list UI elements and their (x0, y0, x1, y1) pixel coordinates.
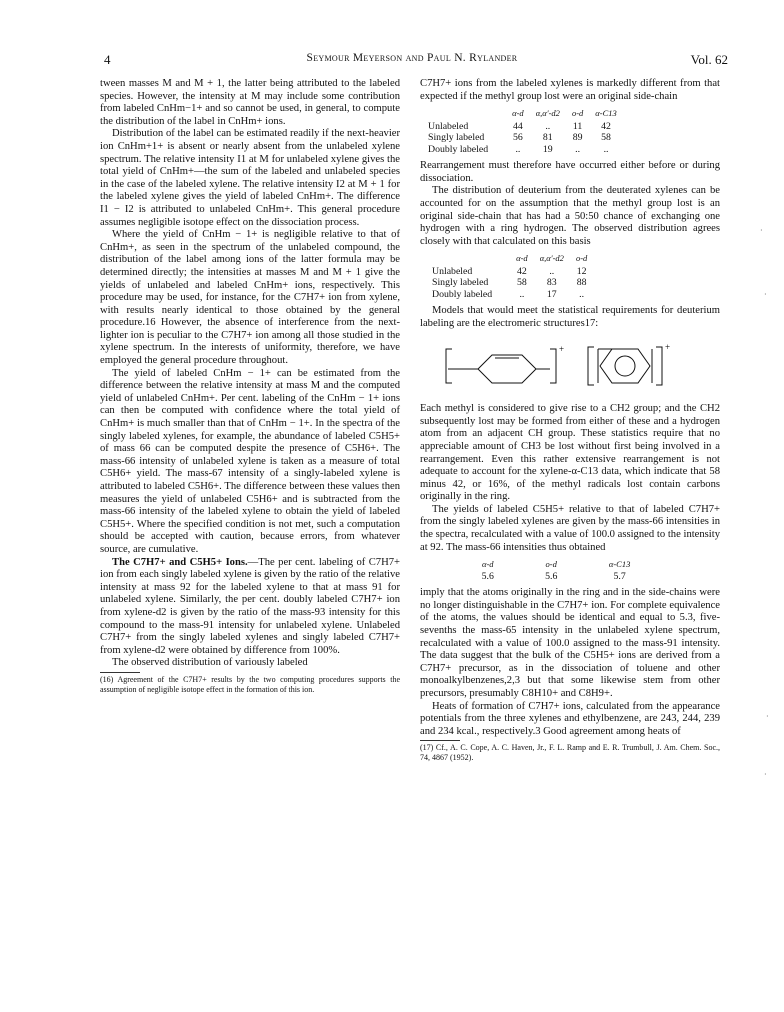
table-row (432, 266, 593, 278)
table-row (456, 571, 656, 583)
table-header (428, 108, 506, 121)
structure-right (588, 347, 662, 385)
table-row (432, 289, 593, 301)
paragraph: Each methyl is considered to give rise to a CH2 group; and the CH2 subsequently lost may be formed from either of these and a hydrogen atom from an adjacent CH group. These statistics require that no appreciable amount of CH3 be lost without first being involved in a rearrangement. Even this rather extensive rearrangement is not adequate to account for the xylene-α-C13 data, which indicate that 58 minus 42, or 16%, of the methyl radicals lost contain carbons originally in the ring. (420, 403, 720, 503)
table-cell: Doubly labeled (428, 143, 489, 155)
table-cell: 56 (513, 132, 523, 144)
table-cell: 19 (542, 143, 553, 155)
section-heading: The C7H7+ and C5H5+ Ions. (112, 556, 248, 568)
table-cell: 5.6 (545, 570, 558, 582)
paragraph: Heats of formation of C7H7+ ions, calculated from the appearance potentials from the three xylenes and ethylbenzene, are 243, 244, 239 and 234 kcal., respectively.3 Good agreement among heats of (420, 700, 720, 737)
left-column (100, 78, 400, 694)
paragraph: The yields of labeled C5H5+ relative to that of labeled C7H7+ from the singly labeled xylenes are given by the mass-66 intensities in the spectra, recalculated with a value of 100.0 assigned to the intensity at 92. The mass-66 intensities thus obtained (420, 503, 720, 553)
structure-charge-right: + (665, 341, 671, 352)
paragraph: The distribution of deuterium from the deuterated xylenes can be accounted for on the assumption that the methyl group lost is an original side-chain that has had a 50:50 chance of exchanging one hydrogen with a ring hydrogen. The observed distribution agrees closely with that calculated on this basis (420, 185, 720, 247)
page-number: 4 (104, 52, 111, 67)
table-cell: .. (579, 288, 585, 300)
table-header: α-d (512, 108, 524, 119)
table-cell: 42 (517, 265, 527, 277)
table-row (432, 277, 593, 289)
table-row (428, 121, 623, 133)
margin-speck: · (764, 770, 767, 779)
table-cell: 81 (542, 132, 553, 144)
paragraph: Models that would meet the statistical requirements for deuterium labeling are the electromeric structures17: (420, 305, 720, 329)
table-header: o-d (545, 559, 557, 570)
paragraph (100, 557, 400, 658)
table-row (428, 144, 623, 156)
table-header: o-d (575, 253, 588, 264)
table-header: o-d (571, 108, 584, 119)
table-header: α-d (516, 253, 528, 264)
table-cell: Doubly labeled (432, 288, 493, 300)
table-cell: .. (549, 265, 555, 277)
footnote: (17) Cf., A. C. Cope, A. C. Haven, Jr., F. L. Ramp and E. R. Trumbull, J. Am. Chem. Soc., 74, 4867 (1952). (420, 743, 720, 762)
volume-label: Vol. 62 (690, 52, 728, 67)
table-cell: 11 (572, 120, 583, 132)
margin-speck: · (766, 712, 769, 721)
table-header (432, 253, 510, 266)
table-cell: 83 (546, 277, 557, 289)
table-row (428, 132, 623, 144)
table-cell: .. (603, 143, 609, 155)
footnote-rule (420, 740, 460, 741)
paragraph: imply that the atoms originally in the ring and in the side-chains were no longer distinguishable in the C7H7+ ion. For complete equivalence of the atoms, the values should be identical and equal to 5.3, five-sevenths the mass-65 intensity in the unlabeled xylene spectrum, recalculated with a value of 100.0 assigned to the mass-91 intensity. The data suggest that the bulk of the C5H5+ ions are derived from a C7H7+ precursor, as in the dissociation of toluene and other monoalkylbenzenes,2,3 but that some likewise stem from other precursors, presumably C8H10+ and C8H9+. (420, 587, 720, 699)
table-cell: Unlabeled (432, 265, 473, 277)
label-distribution-table (428, 108, 623, 155)
structure-left (446, 349, 556, 383)
paragraph: The yield of labeled CnHm − 1+ can be estimated from the difference between the relative intensity at mass M and the computed yield of unlabeled CnHm+. Per cent. labeling of the CnHm − 1+ ions can then be computed with confidence where the total yield of CnHm+ is much smaller than that of CnHm − 1+. In the spectra of the singly labeled xylenes, for example, the abundance of labeled C5H5+ of mass 66 can be computed despite the presence of C5H6+. The mass-66 intensity of unlabeled xylene is taken as a measure of total C5H6+ yield. The mass-67 intensity of a singly-labeled xylene is attributed to labeled C5H6+. The difference between these values then measures the yield of unlabeled C5H6+ and is subtracted from the mass-66 intensity of the labeled xylene to obtain the yield of labeled C5H5+. Where the specified condition is not met, such a computation should be accepted with caution, because errors, from whatever source, are cumulative. (100, 367, 400, 555)
paragraph: C7H7+ ions from the labeled xylenes is markedly different from that expected if the methyl group lost were an original side-chain (420, 78, 720, 102)
table-header: α-C13 (608, 559, 631, 570)
table-cell: .. (575, 143, 581, 155)
table-cell: 17 (546, 288, 557, 300)
paragraph: tween masses M and M + 1, the latter being attributed to the labeled species. However, the intensity at M may include some contribution from labeled CnHm−1+ and so cannot be used, in general, to compute the distribution of the label in CnHm+ ions. (100, 78, 400, 127)
table-cell: 42 (601, 120, 611, 132)
table-cell: 58 (517, 277, 527, 289)
table-header: α-d (482, 559, 494, 570)
paragraph: The observed distribution of variously labeled (112, 657, 308, 669)
table-cell: .. (515, 143, 521, 155)
table-cell: 44 (513, 120, 523, 132)
paragraph: Where the yield of CnHm − 1+ is negligible relative to that of CnHm+, as seen in the spectrum of the unlabeled compound, the distribution of the label among ions of the latter formula may be determined directly; the intensities at masses M and M + 1 give the yields of unlabeled and labeled CnHm+ ions, respectively. This procedure may be used, for instance, for the C7H7+ ion from xylene, with results nearly identical to those obtained by the general procedure.16 However, the absence of interference from the next-lighter ion is peculiar to the C7H7+ ion among all those studied in the xylene spectrum. In the interests of uniformity, therefore, we have employed the general procedure throughout. (100, 229, 400, 367)
table-header: α,α′-d2 (539, 253, 564, 264)
table-cell: 89 (572, 132, 583, 144)
margin-speck: · (760, 226, 763, 235)
table-cell: Unlabeled (428, 120, 469, 132)
calculated-distribution-table (432, 253, 593, 300)
table-cell: .. (545, 120, 551, 132)
table-cell: 5.7 (613, 570, 626, 582)
table-cell: 5.6 (481, 570, 494, 582)
electromeric-structures-figure (438, 339, 708, 391)
table-header: α,α′-d2 (535, 108, 560, 119)
table-cell: .. (519, 288, 525, 300)
structure-charge-left: + (559, 343, 565, 354)
footnote: (16) Agreement of the C7H7+ results by the two computing procedures supports the assumption of negligible isotope effect in the formation of this ion. (100, 674, 400, 694)
running-header (96, 52, 728, 68)
footnote-rule (100, 672, 140, 673)
table-cell: 88 (576, 277, 587, 289)
running-head-authors: Seymour Meyerson and Paul N. Rylander (306, 52, 518, 64)
paragraph: Distribution of the label can be estimated readily if the next-heavier ion CnHm+1+ is absent or nearly absent from the unlabeled xylene spectrum. The relative intensity I1 at M for unlabeled xylene gives the total yield of CnHm+—the sum of the labeled and unlabeled species in the case of the labeled xylene. The relative intensity I2 at M + 1 for the labeled xylene gives the yield of labeled CnHm+. The difference I1 − I2 is attributed to unlabeled CnHm+. This general procedure assumes negligible isotope effect on the dissociation process. (100, 128, 400, 228)
paragraph: Rearrangement must therefore have occurred either before or during dissociation. (420, 160, 720, 184)
table-cell: Singly labeled (428, 132, 485, 144)
table-cell: 58 (601, 132, 611, 144)
table-header-row (428, 108, 623, 121)
table-header: α-C13 (595, 108, 617, 119)
table-cell: 12 (576, 265, 587, 277)
margin-speck: · (764, 290, 767, 299)
paragraph-text: —The per cent. labeling of C7H7+ ion from each singly labeled xylene is given by the ratio of the relative intensity at mass 92 for the labeled xylene to that at mass 91 for unlabeled xylene. Similarly, the per cent. doubly labeled C7H7+ ion from xylene-d2 is given by the ratio of the mass-93 intensity for this compound to the mass-91 intensity for unlabeled xylene. Unlabeled C7H7+ from the singly labeled xylenes and singly labeled C7H7+ from xylene-d2 were obtained by difference from 100%. (100, 556, 400, 656)
table-header-row (432, 253, 593, 266)
table-header-row (456, 559, 656, 571)
right-column (420, 78, 720, 763)
mass-66-intensity-table (456, 559, 656, 582)
table-cell: Singly labeled (432, 277, 489, 289)
